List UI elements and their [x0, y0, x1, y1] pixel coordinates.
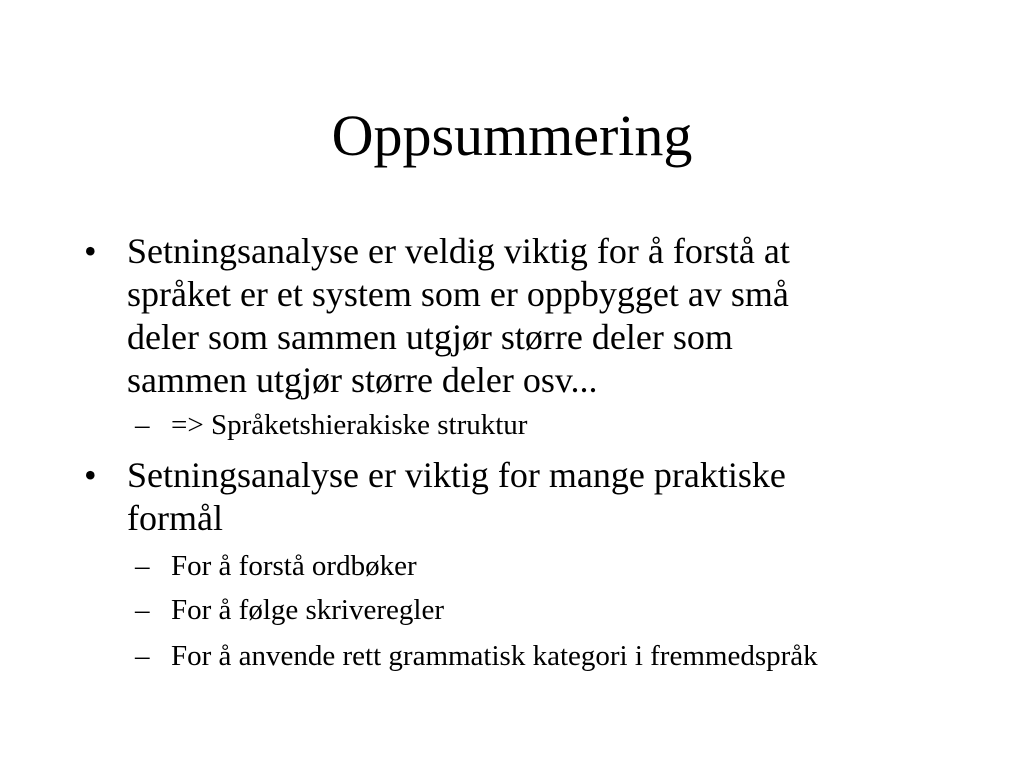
dash-marker: –: [135, 550, 150, 582]
sub-point-text: For å anvende rett grammatisk kategori i fremmedspråk: [171, 640, 818, 672]
bullet-text-line: deler som sammen utgjør større deler som: [127, 317, 733, 357]
bullet-text: [127, 454, 927, 540]
bullet-text-line: Setningsanalyse er viktig for mange praktiske: [127, 455, 786, 495]
sub-point-text: => Språketshierakiske struktur: [171, 409, 528, 441]
bullet-text: [127, 230, 927, 402]
sub-point-text: For å følge skriveregler: [171, 594, 444, 626]
dash-marker: –: [135, 594, 150, 626]
bullet-text-line: formål: [127, 498, 223, 538]
slide-title: Oppsummering: [331, 103, 693, 168]
bullet-text-line: språket er et system som er oppbygget av små: [127, 274, 789, 314]
dash-marker: –: [135, 640, 150, 672]
dash-marker: –: [135, 409, 150, 441]
bullet-text-line: sammen utgjør større deler osv...: [127, 360, 598, 400]
bullet-text-line: Setningsanalyse er veldig viktig for å forstå at: [127, 231, 790, 271]
sub-point-text: For å forstå ordbøker: [171, 550, 417, 582]
bullet-marker: •: [84, 231, 97, 271]
bullet-marker: •: [84, 455, 97, 495]
